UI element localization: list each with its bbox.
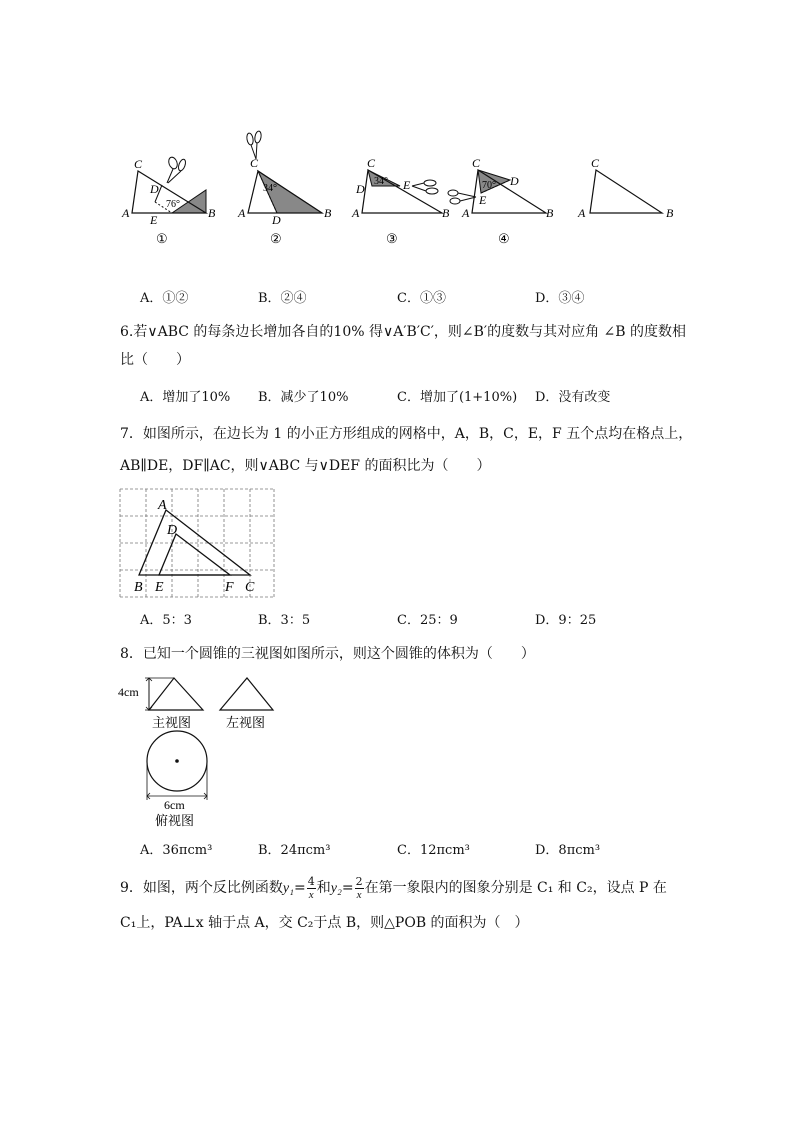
fig2-angle: 34° xyxy=(263,183,277,194)
fig4-label-a: A xyxy=(462,206,470,220)
q7-option-a: A．5：3 xyxy=(140,613,192,628)
q7-label-e: E xyxy=(155,580,164,595)
q6-option-a: A．增加了10% xyxy=(140,390,231,405)
q9-den-2: x xyxy=(356,888,362,901)
fig4-caption: ④ xyxy=(498,231,510,246)
q7-label-b: B xyxy=(134,580,143,595)
q5-figures xyxy=(110,125,690,250)
q6-question-line-1: 6.若∨ABC 的每条边长增加各自的10% 得∨A′B′C′，则∠B′的度数与其对应角 ∠B 的度数相 xyxy=(120,324,687,340)
q7-question-line-1: 7．如图所示，在边长为 1 的小正方形组成的网格中，A，B，C，E，F 五个点均在格点上， xyxy=(120,426,693,442)
q8-three-views xyxy=(112,672,287,832)
fig2-label-c: C xyxy=(250,156,259,170)
q9-question-line-1 xyxy=(120,874,667,902)
scissors-icon xyxy=(412,180,438,194)
q7-option-c: C．25：9 xyxy=(397,613,458,628)
q5-figure-1 xyxy=(121,156,216,246)
fig1-label-e: E xyxy=(150,213,158,227)
q9-eq-1: = xyxy=(294,880,306,896)
q6-option-b: B．减少了10% xyxy=(258,390,349,405)
q8-height-label: 4cm xyxy=(118,685,139,699)
fig2-caption: ② xyxy=(270,231,282,246)
q6-option-c: C．增加了(1+10%) xyxy=(397,390,518,405)
fig3-label-c: C xyxy=(367,156,376,170)
fig1-label-a: A xyxy=(122,206,130,220)
fig3-label-e: E xyxy=(403,178,411,192)
fig3-label-d: D xyxy=(356,182,365,196)
fig3-label-a: A xyxy=(352,206,360,220)
q9-den-1: x xyxy=(308,888,314,901)
scissors-icon xyxy=(246,131,262,159)
q8-option-a: A．36πcm³ xyxy=(140,843,213,858)
q9-y2: y₂ xyxy=(330,881,342,896)
q7-label-a: A xyxy=(158,498,167,513)
fig3-label-b: B xyxy=(442,206,450,220)
q5-figure-4 xyxy=(448,156,554,246)
fig1-angle: 76° xyxy=(166,199,180,210)
fig1-label-b: B xyxy=(208,206,216,220)
q8-top-view-label: 俯视图 xyxy=(155,813,195,828)
q6-option-d: D．没有改变 xyxy=(535,390,611,405)
q9-intro: 9．如图，两个反比例函数 xyxy=(120,880,283,896)
q5-option-a: A．①② xyxy=(140,291,189,306)
q5-figure-3 xyxy=(351,156,450,246)
fig5-label-c: C xyxy=(591,156,600,170)
q5-option-d: D．③④ xyxy=(535,291,585,306)
q9-num-2: 2 xyxy=(355,874,363,888)
fig4-label-d: D xyxy=(510,174,519,188)
q7-label-f: F xyxy=(225,580,234,595)
q9-num-1: 4 xyxy=(307,874,315,888)
q9-rest: 在第一象限内的图象分别是 C₁ 和 C₂，设点 P 在 xyxy=(364,880,667,896)
q8-option-b: B．24πcm³ xyxy=(258,843,331,858)
q7-question-line-2: AB∥DE，DF∥AC，则∨ABC 与∨DEF 的面积比为（ ） xyxy=(120,458,491,474)
q8-option-c: C．12πcm³ xyxy=(397,843,470,858)
fig4-angle: 70° xyxy=(482,180,496,191)
q7-option-b: B．3：5 xyxy=(258,613,311,628)
q8-left-view-label: 左视图 xyxy=(226,715,266,730)
q7-label-c: C xyxy=(245,580,255,595)
q8-diameter-label: 6cm xyxy=(164,798,185,812)
q5-figure-2 xyxy=(237,131,332,246)
q9-y1: y₁ xyxy=(282,881,295,896)
fig1-label-d: D xyxy=(150,182,159,196)
q5-option-b: B．②④ xyxy=(258,291,307,306)
q9-fraction-1 xyxy=(307,876,316,901)
fig2-label-b: B xyxy=(324,206,332,220)
fig4-label-e: E xyxy=(479,193,487,207)
q5-option-c: C．①③ xyxy=(397,291,446,306)
q8-option-d: D．8πcm³ xyxy=(535,843,601,858)
q7-grid-figure xyxy=(118,487,280,602)
q7-option-d: D．9：25 xyxy=(535,613,597,628)
fig5-label-b: B xyxy=(666,206,674,220)
fig5-label-a: A xyxy=(578,206,586,220)
scissors-icon xyxy=(448,190,476,204)
scissors-icon xyxy=(167,156,187,183)
q9-eq-2: = xyxy=(341,880,354,896)
q6-question-line-2: 比（ ） xyxy=(120,352,190,368)
fig3-angle: 34° xyxy=(374,176,388,187)
q9-fraction-2 xyxy=(355,876,364,901)
q5-figure-5 xyxy=(577,156,674,220)
fig2-label-a: A xyxy=(238,206,246,220)
fig4-label-b: B xyxy=(546,206,554,220)
q9-question-line-2: C₁上，PA⊥x 轴于点 A，交 C₂于点 B，则△POB 的面积为（ ） xyxy=(120,915,529,931)
fig4-label-c: C xyxy=(472,156,481,170)
q9-and: 和 xyxy=(316,880,331,896)
fig1-caption: ① xyxy=(156,231,168,246)
fig2-label-d: D xyxy=(272,213,281,227)
fig3-caption: ③ xyxy=(386,231,398,246)
q7-label-d: D xyxy=(167,523,178,538)
q8-front-view-label: 主视图 xyxy=(152,715,192,730)
q8-question-line-1: 8．已知一个圆锥的三视图如图所示，则这个圆锥的体积为（ ） xyxy=(120,646,535,662)
fig1-label-c: C xyxy=(134,157,143,171)
